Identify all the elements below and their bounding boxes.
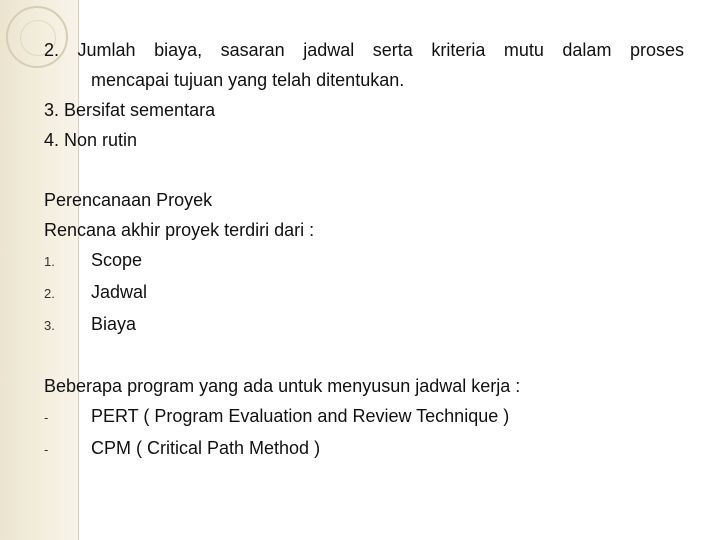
list-number: 3.	[44, 318, 55, 333]
list-dash: -	[44, 410, 49, 425]
item-2-line-2: mencapai tujuan yang telah ditentukan.	[91, 70, 405, 90]
item-2-line-1: 2. Jumlah biaya, sasaran jadwal serta kriteria mutu dalam proses	[44, 40, 684, 60]
section-intro: Rencana akhir proyek terdiri dari :	[44, 220, 315, 240]
program-list-item	[44, 401, 684, 433]
slide-content	[44, 35, 684, 465]
list-item-label: PERT ( Program Evaluation and Review Technique )	[91, 406, 510, 426]
program-list-item	[44, 433, 684, 465]
list-dash: -	[44, 442, 49, 457]
plan-list-item	[44, 277, 684, 309]
list-number: 2.	[44, 286, 55, 301]
plan-list-item	[44, 309, 684, 341]
spacer	[44, 155, 684, 185]
list-item-label: Biaya	[91, 314, 137, 334]
section-title: Perencanaan Proyek	[44, 190, 213, 210]
list-item-label: Scope	[91, 250, 143, 270]
list-item-label: CPM ( Critical Path Method )	[91, 438, 321, 458]
list-item-label: Jadwal	[91, 282, 148, 302]
item-4: 4. Non rutin	[44, 130, 138, 150]
spacer	[44, 341, 684, 371]
list-number: 1.	[44, 254, 55, 269]
plan-list-item	[44, 245, 684, 277]
programs-intro: Beberapa program yang ada untuk menyusun jadwal kerja :	[44, 376, 521, 396]
item-3: 3. Bersifat sementara	[44, 100, 216, 120]
